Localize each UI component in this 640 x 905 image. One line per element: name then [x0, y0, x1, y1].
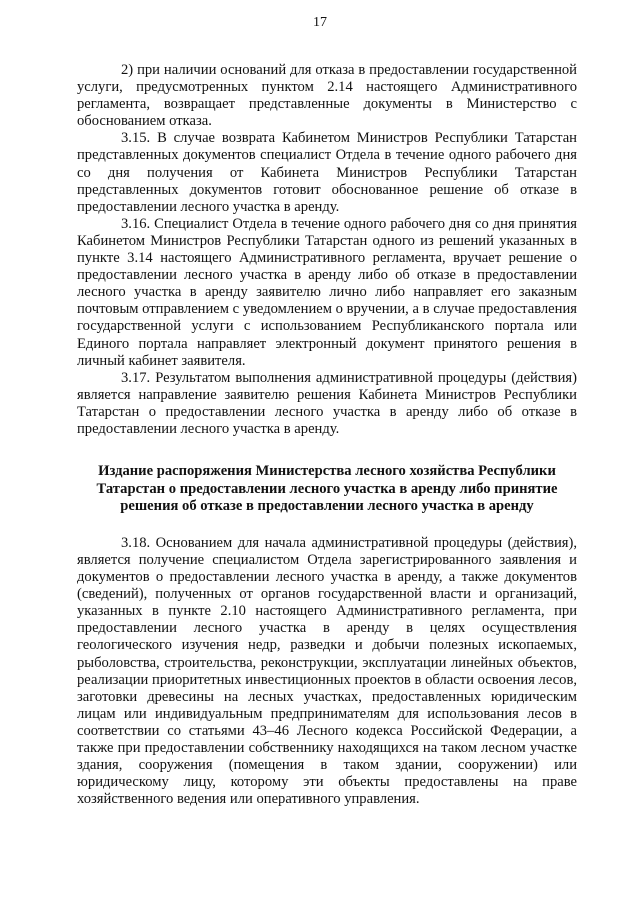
document-body	[77, 62, 577, 808]
paragraph-3-18: 3.18. Основанием для начала административной процедуры (действия), является получение специалистом Отдела зарегистрированного заявления и документов о предоставлении лесного участка в аренду, а также документов (сведений), полученных от органов государственной власти и организаций, указанных в пункте 2.10 настоящего Административного регламента, при предоставлении лесного участка в аренду в целях осуществления геологического изучения недр, разведки и добычи полезных ископаемых, рыболовства, строительства, реконструкции, эксплуатации линейных объектов, реализации приоритетных инвестиционных проектов в области освоения лесов, заготовки древесины на лесных участках, предоставленных юридическим лицам или индивидуальным предпринимателям для использования лесов в соответствии со статьями 43–46 Лесного кодекса Российской Федерации, а также при предоставлении собственнику находящихся на таком лесном участке здания, сооружения (помещения в таком здании, сооружении) или юридическому лицу, которому эти объекты предоставлены на праве хозяйственного ведения или оперативного управления.	[77, 534, 577, 808]
paragraph-3-16: 3.16. Специалист Отдела в течение одного рабочего дня со дня принятия Кабинетом Министров Республики Татарстан одного из решений указанных в пункте 3.14 настоящего Административного регламента, вручает решение о предоставлении лесного участка в аренду либо об отказе в предоставлении лесного участка в аренду заявителю лично либо направляет его заказным почтовым отправлением с уведомлением о вручении, а в случае предоставления государственной услуги с использованием Республиканского портала или Единого портала направляет электронный документ принятого решения в личный кабинет заявителя.	[77, 215, 577, 369]
paragraph-refusal-return: 2) при наличии оснований для отказа в предоставлении государственной услуги, предусмотренных пунктом 2.14 настоящего Административного регламента, возвращает представленные документы в Министерство с обоснованием отказа.	[77, 62, 577, 130]
paragraph-3-15: 3.15. В случае возврата Кабинетом Министров Республики Татарстан представленных документов специалист Отдела в течение одного рабочего дня со дня получения от Кабинета Министров Республики Татарстан представленных документов готовит обоснованное решение об отказе в предоставлении лесного участка в аренду.	[77, 130, 577, 215]
section-heading: Издание распоряжения Министерства лесного хозяйства Республики Татарстан о предоставлении лесного участка в аренду либо принятие решения об отказе в предоставлении лесного участка в аренду	[96, 463, 558, 515]
page-number: 17	[313, 15, 327, 30]
paragraph-3-17: 3.17. Результатом выполнения административной процедуры (действия) является направление заявителю решения Кабинета Министров Республики Татарстан о предоставлении лесного участка в аренду либо об отказе в предоставлении лесного участка в аренду.	[77, 369, 577, 437]
